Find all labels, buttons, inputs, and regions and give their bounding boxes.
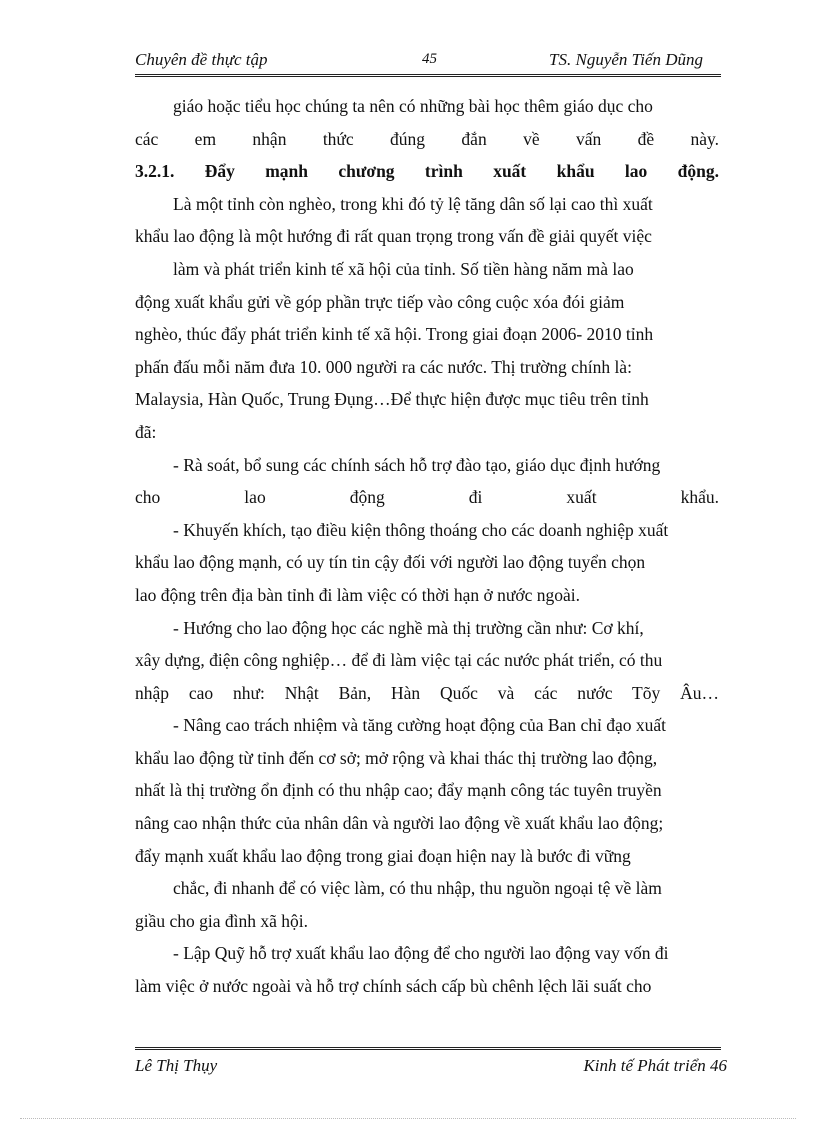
header-supervisor: TS. Nguyễn Tiến Dũng xyxy=(549,50,703,69)
text-line: động xuất khẩu gửi về góp phần trực tiếp vào công cuộc xóa đói giảm xyxy=(135,291,625,312)
text-line: khẩu lao động từ tỉnh đến cơ sở; mở rộng và khai thác thị trường lao động, xyxy=(135,747,658,768)
footer-course: Kinh tế Phát triển 46 xyxy=(583,1056,727,1075)
text-line: chắc, đi nhanh để có việc làm, có thu nhập, thu nguồn ngoại tệ về làm xyxy=(173,878,662,899)
bullet-line: - Khuyến khích, tạo điều kiện thông thoáng cho các doanh nghiệp xuất xyxy=(173,519,669,540)
text-line: khẩu lao động là một hướng đi rất quan trọng trong vấn đề giải quyết việc xyxy=(135,226,652,247)
text-line: nâng cao nhận thức của nhân dân và người lao động về xuất khẩu lao động; xyxy=(135,813,664,834)
section-heading: 3.2.1. Đẩy mạnh chương trình xuất khẩu lao động. xyxy=(135,161,719,182)
bullet-line: - Rà soát, bổ sung các chính sách hỗ trợ đào tạo, giáo dục định hướng xyxy=(173,454,661,475)
text-line: làm và phát triển kinh tế xã hội của tỉnh. Số tiền hàng năm mà lao xyxy=(173,258,634,279)
bullet-line: - Nâng cao trách nhiệm và tăng cường hoạt động của Ban chỉ đạo xuất xyxy=(173,715,667,736)
footer-author: Lê Thị Thụy xyxy=(135,1056,218,1075)
text-line: nghèo, thúc đẩy phát triển kinh tế xã hội. Trong giai đoạn 2006- 2010 tỉnh xyxy=(135,324,654,345)
document-body xyxy=(135,90,719,1003)
text-line: các em nhận thức đúng đắn về vấn đề này. xyxy=(135,128,719,149)
text-line: giáo hoặc tiểu học chúng ta nên có những bài học thêm giáo dục cho xyxy=(173,96,653,116)
text-line: nhập cao như: Nhật Bản, Hàn Quốc và các nước Tõy Âu… xyxy=(135,682,719,703)
bullet-line: - Lập Quỹ hỗ trợ xuất khẩu lao động để cho người lao động vay vốn đi xyxy=(173,943,669,964)
bullet-line: - Hướng cho lao động học các nghề mà thị trường cần như: Cơ khí, xyxy=(173,617,644,638)
text-line: đã: xyxy=(135,421,157,442)
page-header xyxy=(135,48,721,77)
text-line: xây dựng, điện công nghiệp… để đi làm việc tại các nước phát triển, có thu xyxy=(135,650,663,671)
text-line: lao động trên địa bàn tỉnh đi làm việc có thời hạn ở nước ngoài. xyxy=(135,584,580,605)
text-line: Là một tỉnh còn nghèo, trong khi đó tỷ lệ tăng dân số lại cao thì xuất xyxy=(173,193,653,214)
text-line: nhất là thị trường ổn định có thu nhập cao; đẩy mạnh công tác tuyên truyền xyxy=(135,780,662,801)
page-edge-divider xyxy=(20,1118,796,1119)
page-footer xyxy=(135,1047,727,1084)
text-line: cho lao động đi xuất khẩu. xyxy=(135,487,719,508)
text-line: đẩy mạnh xuất khẩu lao động trong giai đoạn hiện nay là bước đi vững xyxy=(135,845,631,866)
text-line: Malaysia, Hàn Quốc, Trung Đụng…Để thực hiện được mục tiêu trên tỉnh xyxy=(135,389,649,410)
text-line: khẩu lao động mạnh, có uy tín tin cậy đối với người lao động tuyển chọn xyxy=(135,552,646,573)
text-line: phấn đấu mỗi năm đưa 10. 000 người ra các nước. Thị trường chính là: xyxy=(135,356,632,377)
text-line: giầu cho gia đình xã hội. xyxy=(135,910,309,931)
header-page-number: 45 xyxy=(422,51,437,67)
header-document-title: Chuyên đề thực tập xyxy=(135,50,268,69)
text-line: làm việc ở nước ngoài và hỗ trợ chính sách cấp bù chênh lệch lãi suất cho xyxy=(135,976,652,997)
